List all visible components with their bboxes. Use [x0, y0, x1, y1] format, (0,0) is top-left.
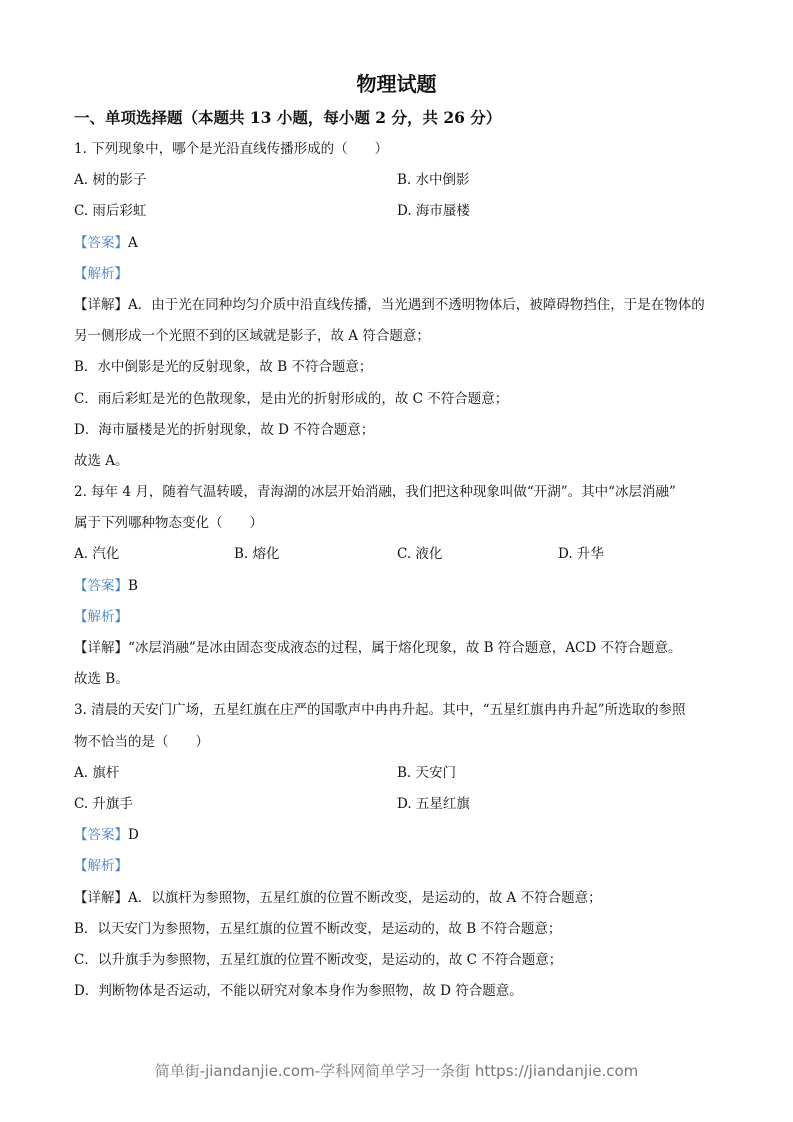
- answer-label: 【答案】: [74, 827, 128, 844]
- detail-line: C．雨后彩虹是光的色散现象，是由光的折射形成的，故 C 不符合题意；: [74, 390, 509, 407]
- detail-line: D．海市蜃楼是光的折射现象，故 D 不符合题意；: [74, 421, 375, 438]
- option-c: C. 雨后彩虹: [74, 203, 147, 220]
- options-row: [74, 196, 734, 227]
- section-heading: 一、单项选择题（本题共 13 小题，每小题 2 分，共 26 分）: [74, 108, 502, 127]
- option-d: D. 海市蜃楼: [397, 203, 470, 220]
- document-body: [74, 134, 734, 1007]
- conclusion-line: 故选 B。: [74, 671, 129, 688]
- question-3-stem-cont: 物不恰当的是（ ）: [74, 733, 209, 750]
- detail-label: 【详解】: [74, 889, 128, 906]
- answer-label: 【答案】: [74, 577, 128, 594]
- option-c: C. 升旗手: [74, 795, 133, 812]
- answer-label: 【答案】: [74, 234, 128, 251]
- answer-value: B: [128, 577, 138, 594]
- option-a: A. 旗杆: [74, 764, 120, 781]
- answer-line: [74, 820, 734, 851]
- footer-watermark: 简单街-jiandanjie.com-学科网简单学习一条街 https://jiandanjie.com: [154, 1062, 639, 1080]
- answer-value: D: [128, 827, 139, 844]
- detail-line: C．以升旗手为参照物，五星红旗的位置不断改变，是运动的，故 C 不符合题意；: [74, 951, 563, 968]
- options-row: [74, 539, 734, 570]
- answer-value: A: [128, 234, 138, 251]
- detail-text: A．以旗杆为参照物，五星红旗的位置不断改变，是运动的，故 A 不符合题意；: [128, 889, 602, 906]
- option-a: A. 树的影子: [74, 172, 147, 189]
- page-title: 物理试题: [356, 72, 437, 96]
- detail-line: B．水中倒影是光的反射现象，故 B 不符合题意；: [74, 359, 373, 376]
- option-d: D. 五星红旗: [397, 795, 470, 812]
- analysis-line: [74, 259, 734, 290]
- question-3-stem: 3. 清晨的天安门广场，五星红旗在庄严的国歌声中冉冉升起。其中，“五星红旗冉冉升起”所选取的参照: [74, 702, 686, 719]
- option-b: B. 水中倒影: [397, 172, 470, 189]
- detail-label: 【详解】: [74, 296, 128, 313]
- option-a: A. 汽化: [74, 546, 120, 563]
- detail-text: A．由于光在同种均匀介质中沿直线传播，当光遇到不透明物体后，被障碍物挡住，于是在物体的: [128, 296, 705, 313]
- option-d: D. 升华: [558, 546, 604, 563]
- detail-line: [74, 883, 734, 914]
- analysis-label: 【解析】: [74, 608, 128, 625]
- detail-line: [74, 633, 734, 664]
- detail-label: 【详解】: [74, 640, 128, 656]
- options-row: [74, 758, 734, 789]
- detail-line: [74, 290, 734, 321]
- detail-text: “冰层消融”是冰由固态变成液态的过程，属于熔化现象，故 B 符合题意，ACD 不符合题意。: [128, 640, 682, 656]
- question-2-stem: 2. 每年 4 月，随着气温转暖，青海湖的冰层开始消融，我们把这种现象叫做“开湖”。其中“冰层消融”: [74, 484, 676, 501]
- detail-line: D．判断物体是否运动，不能以研究对象本身作为参照物，故 D 符合题意。: [74, 983, 523, 1000]
- analysis-label: 【解析】: [74, 858, 128, 875]
- question-1-stem: 1. 下列现象中，哪个是光沿直线传播形成的（ ）: [74, 141, 389, 157]
- option-c: C. 液化: [397, 546, 443, 563]
- question-2-stem-cont: 属于下列哪种物态变化（ ）: [74, 515, 263, 532]
- detail-line: 另一侧形成一个光照不到的区域就是影子，故 A 符合题意；: [74, 328, 430, 345]
- analysis-line: [74, 851, 734, 882]
- detail-line: B．以天安门为参照物，五星红旗的位置不断改变，是运动的，故 B 不符合题意；: [74, 920, 562, 937]
- analysis-line: [74, 602, 734, 633]
- answer-line: [74, 228, 734, 259]
- option-b: B. 熔化: [234, 546, 280, 563]
- options-row: [74, 165, 734, 196]
- analysis-label: 【解析】: [74, 265, 128, 282]
- conclusion-line: 故选 A。: [74, 452, 129, 469]
- options-row: [74, 789, 734, 820]
- answer-line: [74, 571, 734, 602]
- option-b: B. 天安门: [397, 764, 457, 781]
